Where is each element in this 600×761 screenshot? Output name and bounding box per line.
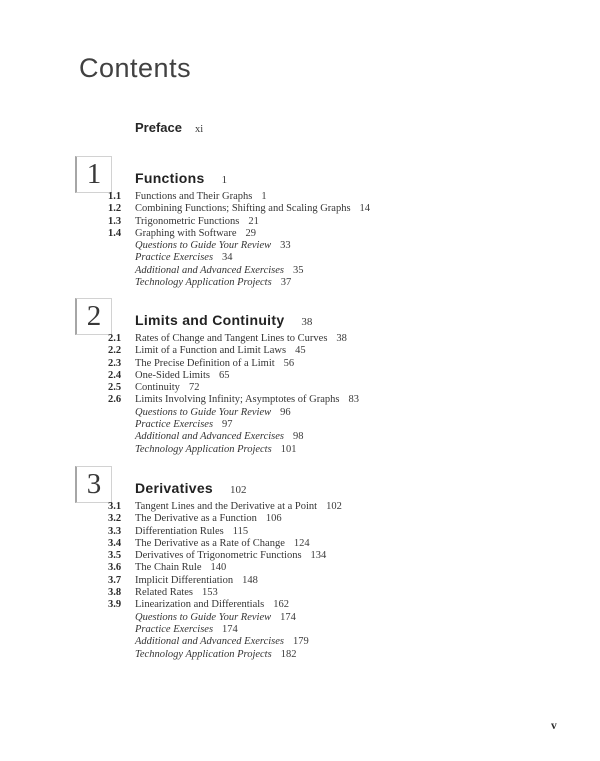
section-number: 3.7 [108,574,122,586]
section-title: Linearization and Differentials [135,599,265,611]
section-number: 2.3 [108,357,122,369]
page-folio: v [551,720,557,732]
section-page-number: 37 [280,277,292,289]
chapter-section-list [108,501,580,661]
section-page-number: 96 [280,406,291,418]
section-page-number: 124 [293,537,310,549]
section-number: 1.4 [108,227,122,239]
section-title: Related Rates [135,587,194,599]
section-page-number: 72 [188,382,200,394]
toc-section-row [108,550,580,562]
section-title: Differentiation Rules [135,525,224,537]
toc-extra-row [108,636,580,648]
chapter-title: Functions [135,170,205,186]
section-page-number: 101 [280,443,297,455]
preface-label: Preface [135,120,182,135]
toc-section-row [108,599,580,611]
section-page-number: 148 [242,574,258,586]
toc-section-row [108,370,580,382]
section-title: Continuity [135,382,180,394]
section-page-number: 83 [348,394,359,406]
toc-extra-row [108,431,580,443]
section-title: Questions to Guide Your Review [135,406,272,418]
section-number: 3.3 [108,525,122,537]
chapter-heading [135,480,247,498]
section-page-number: 115 [232,525,249,537]
section-page-number: 134 [310,550,327,562]
section-title: Graphing with Software [135,227,237,239]
section-number: 1.2 [108,203,122,215]
section-page-number: 102 [326,501,342,512]
toc-extra-row [108,612,580,624]
section-page-number: 21 [248,215,259,227]
section-title: One-Sided Limits [135,369,210,381]
section-title: The Precise Definition of a Limit [135,357,275,369]
section-page-number: 182 [280,648,297,660]
section-title: Additional and Advanced Exercises [135,431,285,443]
section-title: Technology Application Projects [135,277,272,289]
chapter-number: 1 [86,158,102,190]
chapter-number-box [75,156,112,193]
section-number: 1.1 [108,191,122,202]
preface-row [135,119,203,137]
chapter-page-number: 38 [301,316,313,328]
toc-extra-row [108,419,580,431]
section-title: Tangent Lines and the Derivative at a Point [135,501,318,512]
section-number: 2.6 [108,394,122,406]
chapter-number: 2 [86,300,102,332]
section-page-number: 38 [336,333,347,344]
chapter-page-number: 102 [230,484,247,496]
toc-section-row [108,228,580,240]
toc-extra-row [108,649,580,661]
chapter-title: Derivatives [135,480,214,496]
chapter-page-number: 1 [221,174,228,186]
section-page-number: 65 [218,369,230,381]
chapter-number-box [75,298,112,335]
section-page-number: 14 [359,203,371,215]
toc-section-row [108,382,580,394]
page-title: Contents [79,53,192,83]
toc-section-row [108,394,580,406]
section-page-number: 174 [222,623,238,635]
section-number: 3.9 [108,599,122,611]
section-page-number: 97 [222,419,233,431]
section-page-number: 179 [293,636,309,648]
toc-extra-row [108,265,580,277]
section-title: Technology Application Projects [135,443,272,455]
toc-section-row [108,587,580,599]
section-title: Technology Application Projects [135,648,272,660]
section-page-number: 34 [222,252,233,264]
toc-extra-row [108,407,580,419]
section-page-number: 56 [283,357,295,369]
section-page-number: 1 [261,191,267,202]
section-title: The Derivative as a Rate of Change [135,537,285,549]
section-title: Practice Exercises [135,252,214,264]
toc-section-row [108,358,580,370]
section-title: Practice Exercises [135,419,214,431]
section-number: 3.1 [108,501,122,512]
section-title: Practice Exercises [135,623,214,635]
section-title: Combining Functions; Shifting and Scaling Graphs [135,203,351,215]
section-title: Additional and Advanced Exercises [135,264,285,276]
section-page-number: 33 [280,240,291,252]
chapter-section-list [108,333,580,456]
section-number: 2.2 [108,345,122,357]
toc-section-row [108,191,580,203]
toc-extra-row [108,277,580,289]
preface-page-number: xi [194,124,204,135]
section-number: 1.3 [108,215,122,227]
toc-extra-row [108,624,580,636]
section-page-number: 153 [202,587,218,599]
section-page-number: 45 [295,345,306,357]
toc-extra-row [108,252,580,264]
toc-section-row [108,501,580,513]
section-title: Additional and Advanced Exercises [135,636,285,648]
section-number: 2.1 [108,333,122,344]
section-number: 3.4 [108,537,122,549]
section-title: Limits Involving Infinity; Asymptotes of Graphs [135,394,340,406]
section-title: Implicit Differentiation [135,574,234,586]
section-title: Derivatives of Trigonometric Functions [135,550,302,562]
toc-section-row [108,333,580,345]
section-page-number: 162 [273,599,290,611]
toc-section-row [108,345,580,357]
section-page-number: 106 [265,513,282,525]
section-title: Questions to Guide Your Review [135,611,272,623]
chapter-section-list [108,191,580,289]
section-number: 3.5 [108,550,122,562]
section-title: The Derivative as a Function [135,513,257,525]
section-page-number: 35 [293,264,304,276]
toc-section-row [108,526,580,538]
toc-extra-row [108,444,580,456]
chapter-heading [135,170,227,188]
toc-section-row [108,562,580,574]
section-title: Trigonometric Functions [135,215,240,227]
toc-section-row [108,216,580,228]
section-number: 3.2 [108,513,122,525]
toc-section-row [108,575,580,587]
toc-section-row [108,538,580,550]
chapter-number: 3 [86,468,102,500]
section-number: 3.6 [108,562,122,574]
chapter-number-box [75,466,112,503]
section-page-number: 140 [210,562,227,574]
section-title: Rates of Change and Tangent Lines to Curves [135,333,328,344]
section-title: Questions to Guide Your Review [135,240,272,252]
section-number: 2.5 [108,382,122,394]
chapter-heading [135,312,312,330]
section-title: The Chain Rule [135,562,202,574]
section-page-number: 174 [280,611,296,623]
section-page-number: 98 [293,431,304,443]
chapter-title: Limits and Continuity [135,312,285,328]
section-page-number: 29 [245,227,256,239]
section-number: 2.4 [108,369,122,381]
toc-section-row [108,203,580,215]
toc-section-row [108,513,580,525]
section-title: Functions and Their Graphs [135,191,253,202]
section-number: 3.8 [108,587,122,599]
toc-extra-row [108,240,580,252]
section-title: Limit of a Function and Limit Laws [135,345,287,357]
